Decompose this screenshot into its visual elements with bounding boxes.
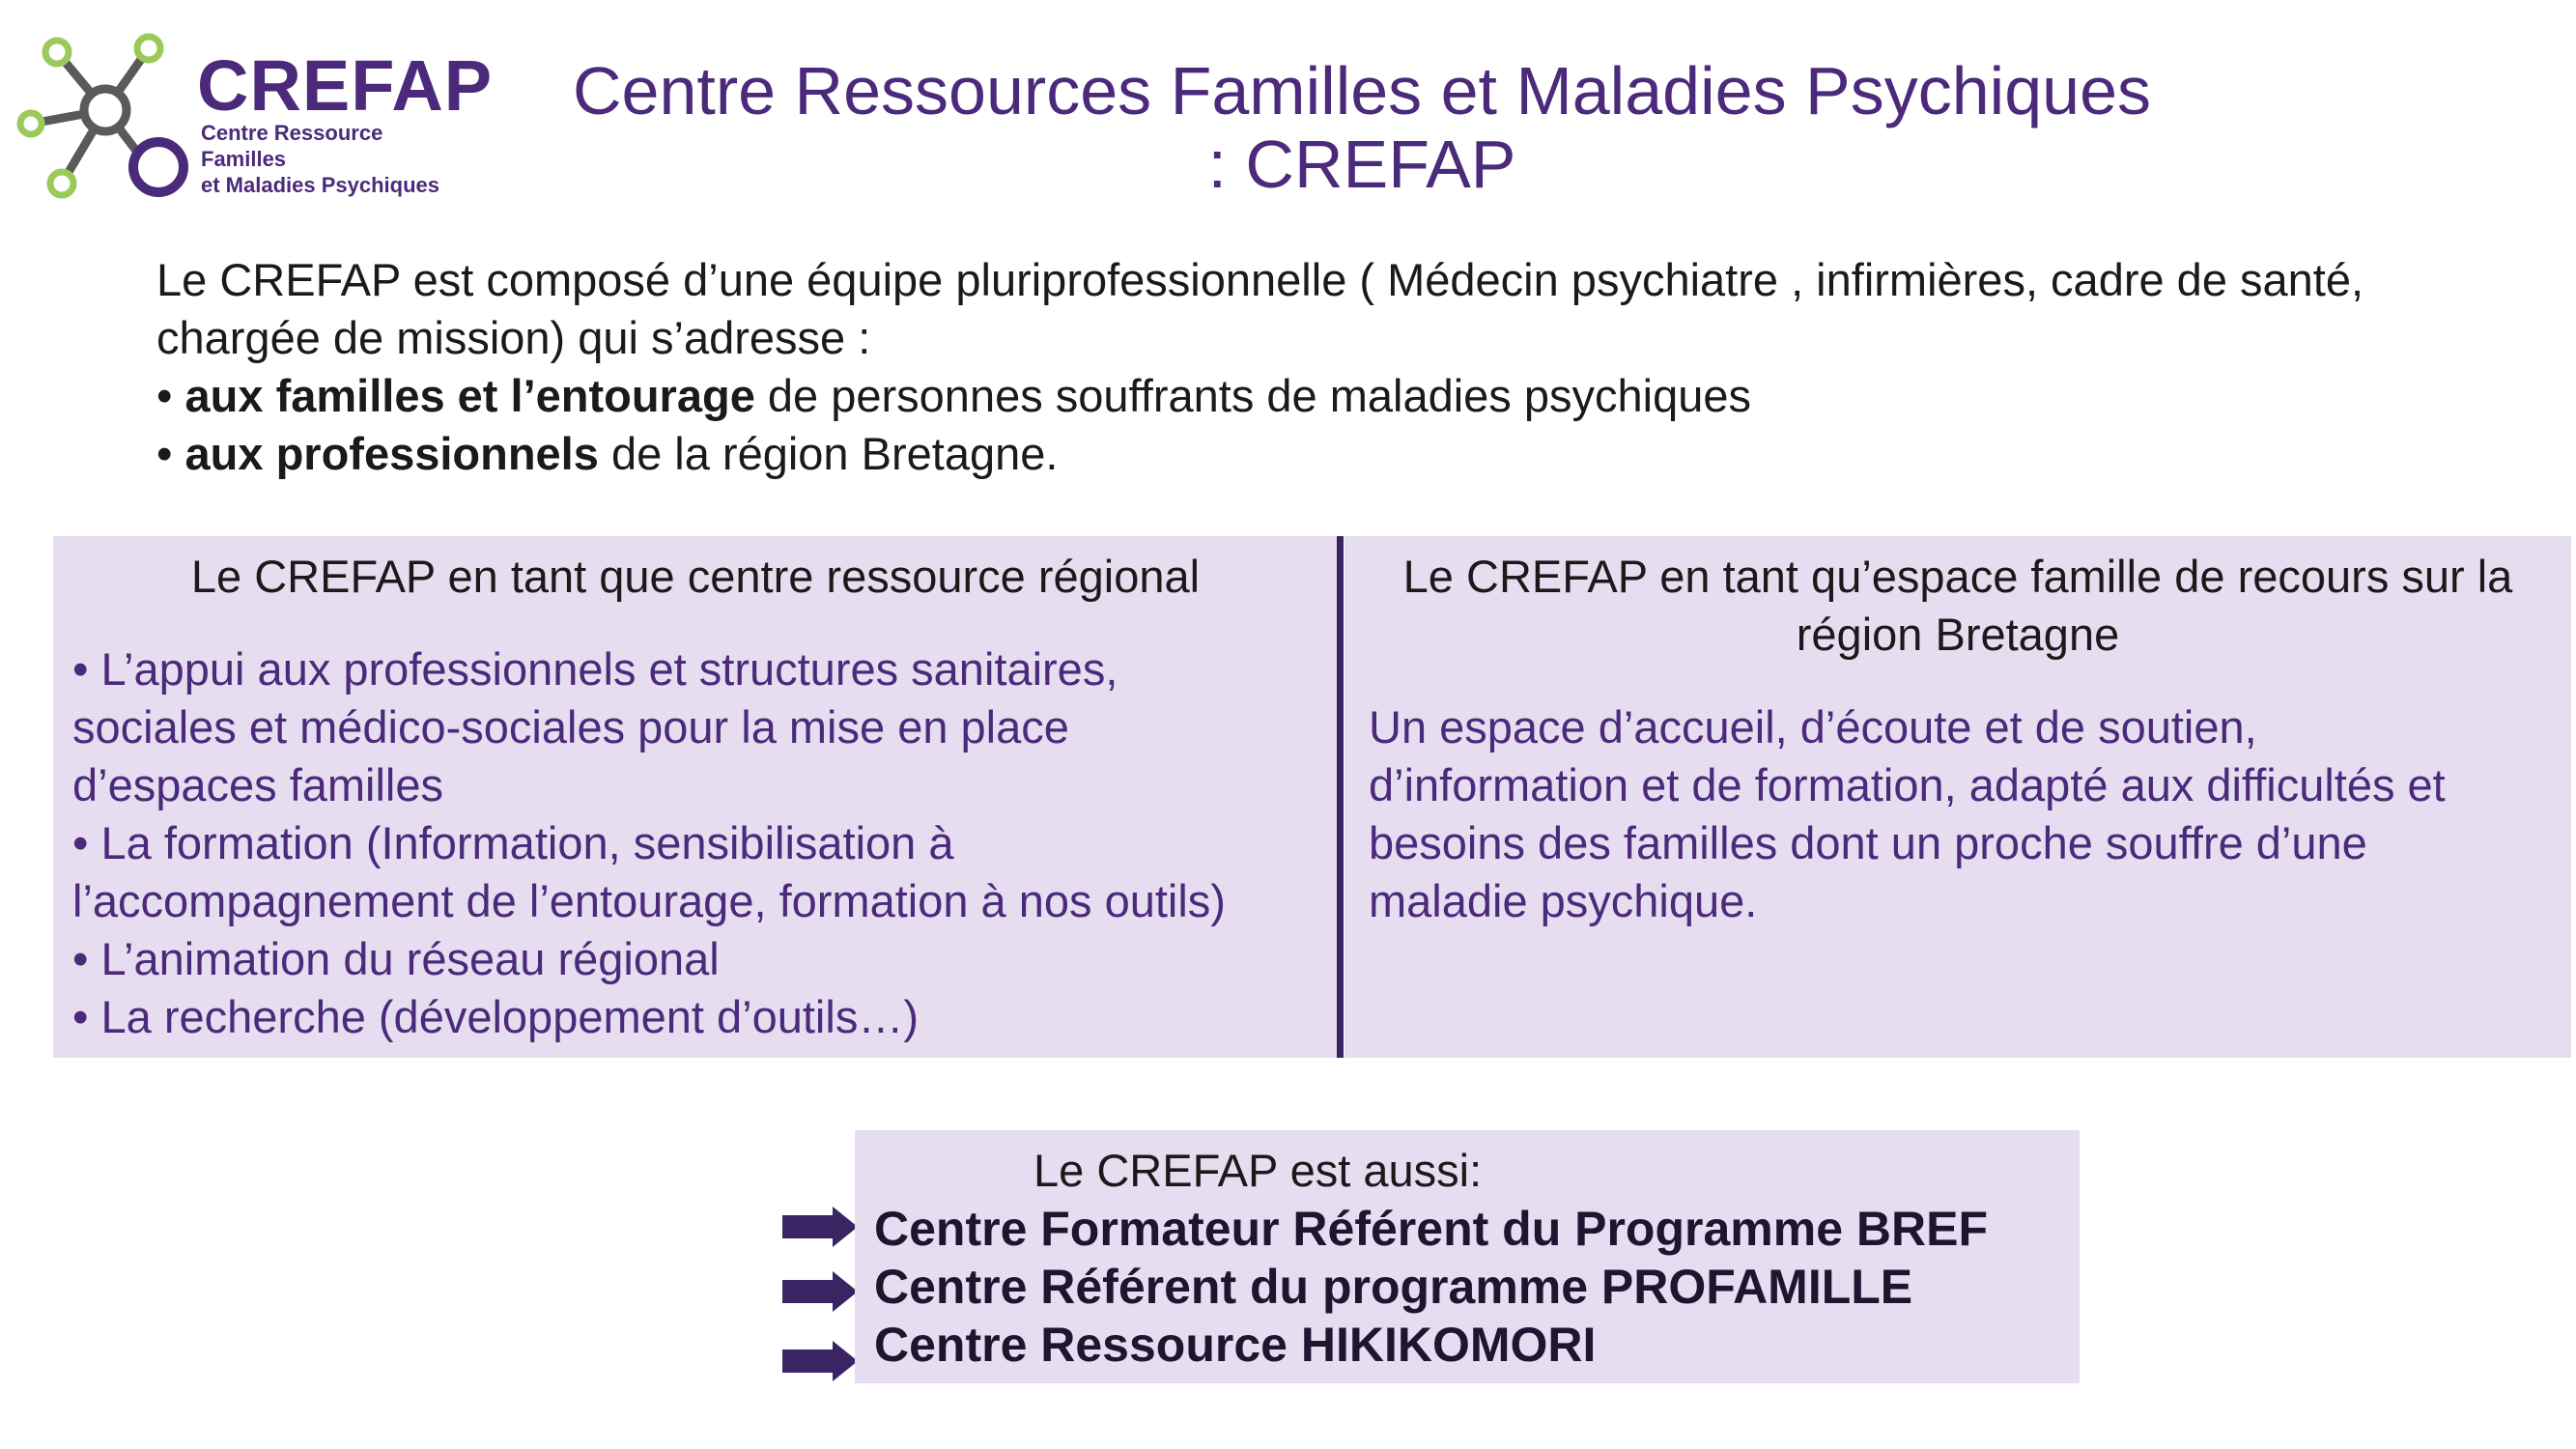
regional-resource-list <box>72 640 1328 1046</box>
desc-line: besoins des familles dont un proche souffre d’une <box>1369 817 2367 868</box>
intro-line2: chargée de mission) qui s’adresse : <box>156 312 871 363</box>
list-item: • La formation (Information, sensibilisation à <box>72 817 954 868</box>
crefap-logo <box>14 27 494 211</box>
regional-resource-heading: Le CREFAP en tant que centre ressource régional <box>190 551 1201 602</box>
list-item: l’accompagnement de l’entourage, formation à nos outils) <box>72 875 1226 926</box>
logo-subtitle <box>201 120 467 198</box>
list-item: sociales et médico-sociales pour la mise en place <box>72 701 1069 753</box>
intro-bullet2-bold: aux professionnels <box>184 428 599 479</box>
family-space-panel <box>1345 536 2571 1058</box>
intro-bullet1-bold: aux familles et l’entourage <box>184 370 755 421</box>
list-item: • L’animation du réseau régional <box>72 933 720 984</box>
page-title <box>541 54 2183 201</box>
page-title-line2: : CREFAP <box>1207 127 1516 202</box>
arrow-right-icon <box>782 1207 858 1247</box>
intro-bullet2-rest: de la région Bretagne. <box>598 428 1059 479</box>
arrow-right-icon <box>782 1271 858 1312</box>
family-space-heading <box>1345 536 2571 664</box>
crefap-also-box <box>855 1130 2080 1383</box>
intro-text <box>156 251 2533 483</box>
logo-wordmark: CREFAP <box>197 45 494 126</box>
crefap-also-heading: Le CREFAP est aussi: <box>1033 1145 1483 1196</box>
bullet-symbol: • <box>156 370 173 421</box>
list-item: • L’appui aux professionnels et structures sanitaires, <box>72 643 1118 695</box>
molecule-logo-icon <box>14 27 197 211</box>
intro-bullet-families <box>156 367 2533 425</box>
logo-subtitle-line1: Centre Ressource Familles <box>201 121 383 171</box>
arrow-right-icon <box>782 1341 858 1381</box>
intro-line1: Le CREFAP est composé d’une équipe pluriprofessionnelle ( Médecin psychiatre , infirmières, cadre de santé, <box>156 254 2364 305</box>
desc-line: Un espace d’accueil, d’écoute et de soutien, <box>1369 701 2257 753</box>
panel-divider <box>1337 536 1344 1058</box>
desc-line: d’information et de formation, adapté aux difficultés et <box>1369 759 2446 810</box>
desc-line: maladie psychique. <box>1369 875 1758 926</box>
logo-subtitle-line2: et Maladies Psychiques <box>201 173 439 197</box>
list-item: Centre Ressource HIKIKOMORI <box>874 1318 1597 1372</box>
family-space-heading-line2: région Bretagne <box>1796 609 2120 660</box>
list-item: Centre Formateur Référent du Programme BREF <box>874 1202 1989 1256</box>
bullet-symbol: • <box>156 428 173 479</box>
intro-bullet-professionals <box>156 425 2533 483</box>
page-title-line1: Centre Ressources Familles et Maladies Psychiques <box>573 53 2151 128</box>
family-space-heading-line1: Le CREFAP en tant qu’espace famille de recours sur la <box>1402 551 2513 602</box>
regional-resource-panel <box>53 536 1338 1058</box>
crefap-also-list <box>874 1200 1988 1374</box>
intro-bullet1-rest: de personnes souffrants de maladies psychiques <box>754 370 1751 421</box>
list-item: Centre Référent du programme PROFAMILLE <box>874 1260 1913 1314</box>
list-item: • La recherche (développement d’outils…) <box>72 991 919 1042</box>
list-item: d’espaces familles <box>72 759 444 810</box>
family-space-description <box>1369 698 2557 930</box>
